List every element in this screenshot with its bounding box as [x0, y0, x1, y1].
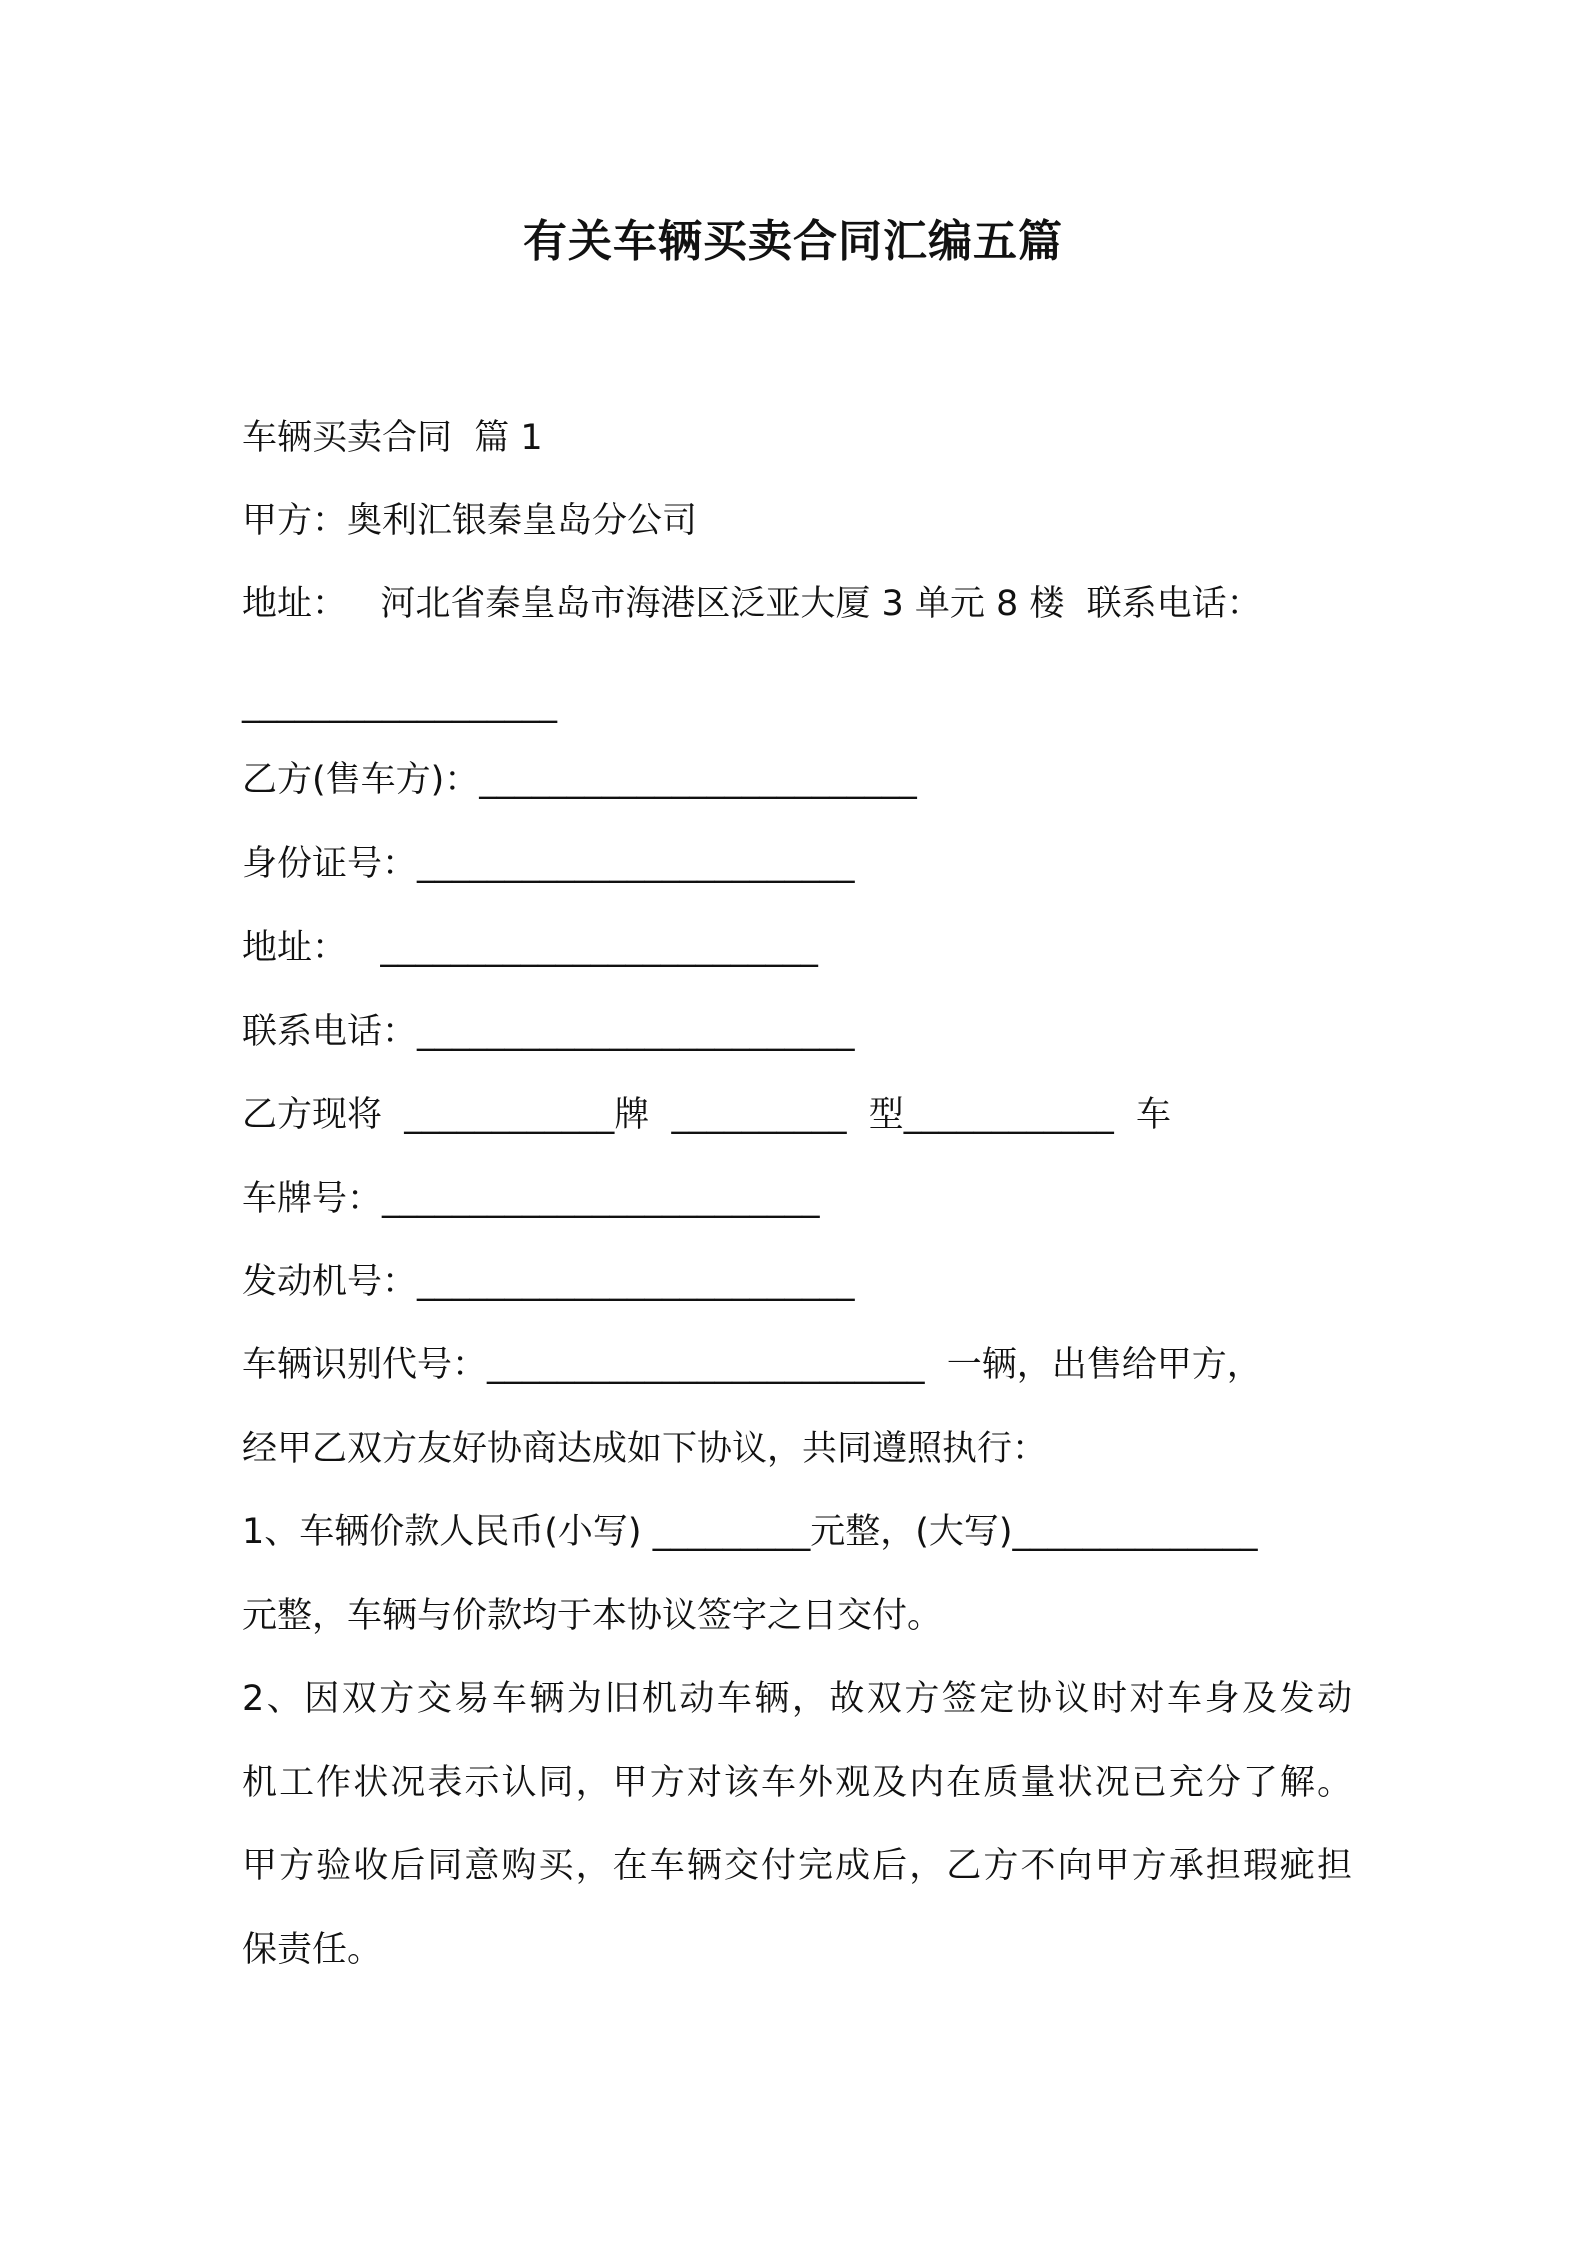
clause-1-continued: 元整，车辆与价款均于本协议签字之日交付。 — [242, 1596, 943, 1636]
clause-2-line-4: 保责任。 — [242, 1930, 383, 1970]
vehicle-brand-model-line: 乙方现将 ____________牌 __________ 型____________ 车 — [242, 1095, 1172, 1135]
vin-field: 车辆识别代号：_________________________ 一辆，出售给甲方， — [242, 1345, 1262, 1385]
party-a-address: 地址： 河北省秦皇岛市海港区泛亚大厦 3 单元 8 楼 联系电话： — [242, 584, 1262, 624]
clause-2-line-3: 甲方验收后同意购买，在车辆交付完成后，乙方不向甲方承担瑕疵担 — [242, 1846, 1352, 1886]
party-a-name: 甲方：奥利汇银秦皇岛分公司 — [242, 501, 698, 541]
clause-2-line-2: 机工作状况表示认同，甲方对该车外观及内在质量状况已充分了解。 — [242, 1763, 1352, 1803]
clause-1-price: 1、车辆价款人民币(小写) _________元整，(大写)______________ — [242, 1512, 1258, 1552]
id-number-field: 身份证号：_________________________ — [242, 844, 855, 884]
party-b-seller-field: 乙方(售车方)：_________________________ — [242, 760, 917, 800]
agreement-intro: 经甲乙双方友好协商达成如下协议，共同遵照执行： — [242, 1429, 1048, 1469]
party-b-phone-field: 联系电话：_________________________ — [242, 1012, 855, 1052]
section-heading: 车辆买卖合同 篇 1 — [242, 418, 543, 458]
document-title: 有关车辆买卖合同汇编五篇 — [523, 216, 1063, 267]
party-a-phone-blank: __________________ — [242, 684, 557, 724]
clause-2-line-1: 2、因双方交易车辆为旧机动车辆，故双方签定协议时对车身及发动 — [242, 1679, 1352, 1719]
party-b-address-field: 地址： _________________________ — [242, 928, 818, 968]
plate-number-field: 车牌号：_________________________ — [242, 1179, 820, 1219]
engine-number-field: 发动机号：_________________________ — [242, 1262, 855, 1302]
